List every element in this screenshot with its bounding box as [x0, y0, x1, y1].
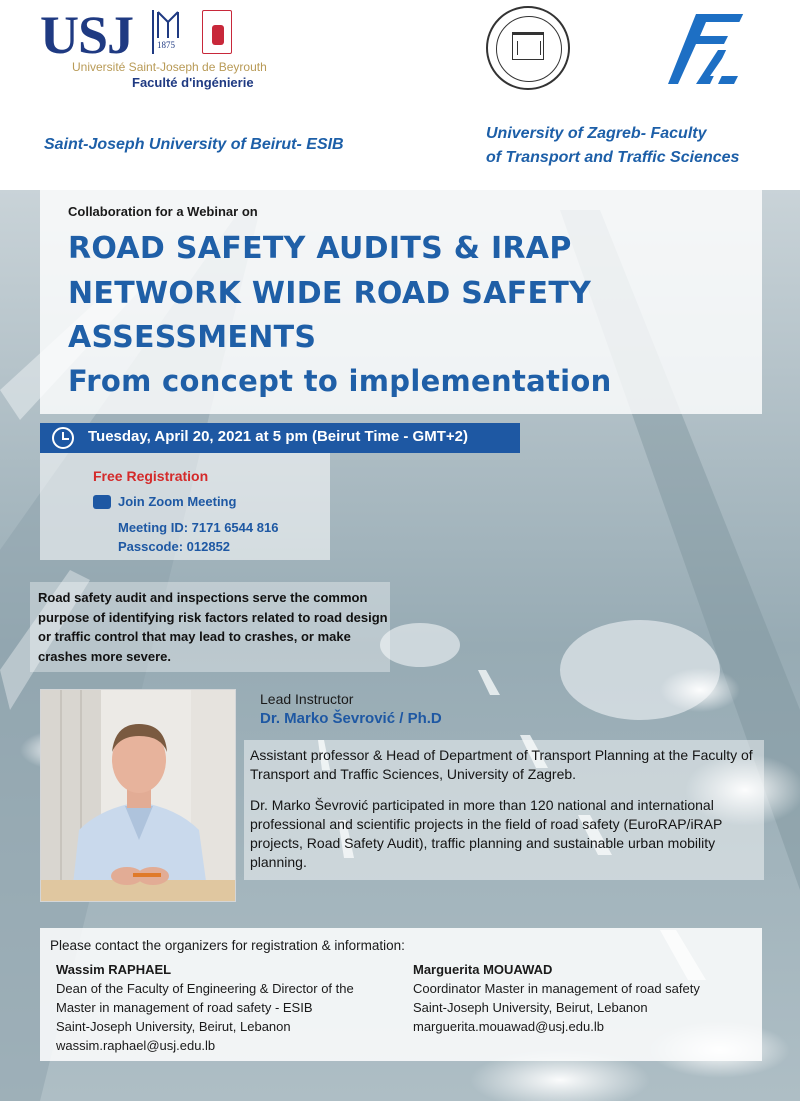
instructor-bio-experience: Dr. Marko Ševrović participated in more than 120 national and international professional and scientific projects in the field of road safety (EuroRAP/iRAP projects, Road Safety Audit), traffic planning and sustainable urban mobility planning.	[250, 797, 723, 870]
video-camera-icon	[93, 495, 111, 509]
university-of-zagreb-seal-icon	[486, 6, 570, 90]
date-banner	[40, 423, 520, 453]
event-description: Road safety audit and inspections serve the common purpose of identifying risk factors related to road design or traffic control that may lead to crashes, or make crashes more severe.	[38, 590, 388, 664]
contact2-affiliation: Saint-Joseph University, Beirut, Lebanon	[413, 1000, 648, 1015]
event-title-line2: NETWORK WIDE ROAD SAFETY	[68, 276, 592, 311]
header	[0, 0, 800, 190]
esib-institution-label: Saint-Joseph University of Beirut- ESIB	[44, 136, 344, 153]
meeting-passcode: Passcode: 012852	[118, 539, 231, 554]
contact1-name: Wassim RAPHAEL	[56, 962, 172, 977]
usj-university-name: Université Saint-Joseph de Beyrouth	[72, 60, 267, 74]
event-date: Tuesday, April 20, 2021 at 5 pm (Beirut Time - GMT+2)	[88, 428, 468, 445]
webinar-intro: Collaboration for a Webinar on	[68, 204, 258, 219]
join-zoom-link[interactable]: Join Zoom Meeting	[118, 494, 237, 509]
usj-logo	[40, 6, 280, 94]
contact-intro: Please contact the organizers for registration & information:	[50, 938, 405, 953]
usj-founding-year: 1875	[157, 40, 175, 50]
zagreb-institution-label	[486, 122, 739, 170]
contact2-email[interactable]: marguerita.mouawad@usj.edu.lb	[413, 1019, 604, 1034]
clock-icon	[52, 427, 74, 449]
contact2-name: Marguerita MOUAWAD	[413, 962, 553, 977]
contact1-affiliation: Saint-Joseph University, Beirut, Lebanon	[56, 1019, 291, 1034]
fpz-logo-icon	[666, 6, 756, 90]
instructor-role: Lead Instructor	[260, 691, 354, 707]
zagreb-institution-line2: of Transport and Traffic Sciences	[486, 149, 740, 166]
zagreb-institution-line1: University of Zagreb- Faculty	[486, 125, 707, 142]
contact2-title: Coordinator Master in management of road safety	[413, 981, 700, 996]
usj-faculty-name: Faculté d'ingénierie	[132, 75, 254, 90]
contact1-title-line2: Master in management of road safety - ESIB	[56, 1000, 313, 1015]
event-title-line3: ASSESSMENTS	[68, 320, 317, 355]
contact1-title-line1: Dean of the Faculty of Engineering & Director of the	[56, 981, 354, 996]
meeting-id: Meeting ID: 7171 6544 816	[118, 520, 279, 535]
instructor-name: Dr. Marko Ševrović / Ph.D	[260, 710, 442, 727]
event-subtitle: From concept to implementation	[68, 364, 612, 398]
usj-logo-letters: USJ	[40, 5, 134, 65]
event-title-line1: ROAD SAFETY AUDITS & IRAP	[68, 231, 572, 266]
instructor-photo	[40, 689, 236, 902]
free-registration-label: Free Registration	[93, 468, 209, 484]
instructor-bio-position: Assistant professor & Head of Department of Transport Planning at the Faculty of Transport and Traffic Sciences, University of Zagreb.	[250, 747, 753, 782]
usj-shield-icon	[202, 10, 232, 54]
contact1-email[interactable]: wassim.raphael@usj.edu.lb	[56, 1038, 216, 1053]
